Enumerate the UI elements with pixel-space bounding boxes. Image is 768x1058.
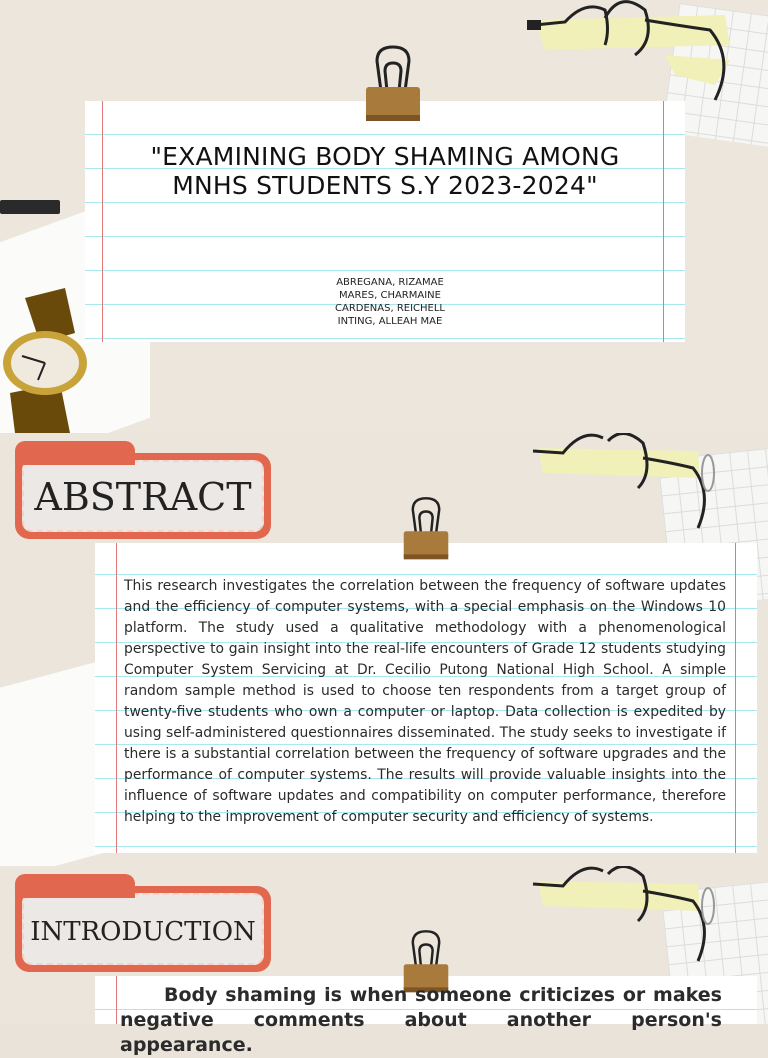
author-name: ABREGANA, RIZAMAE — [336, 277, 444, 288]
abstract-body: This research investigates the correlation between the frequency of software updates and the efficiency of computer systems, with a special emphasis on the Windows 10 platform. The study used a qualitative methodology with a phenomenological perspective to gain insight into the real-life encounters of Grade 12 students studying Computer System Servicing at Dr. Cecilio Putong National High School. A simple random sample method is used to choose ten respondents from a target group of twenty-five students who own a computer or laptop. Data collection is expedited by using self-administered questionnaires disseminated. The study seeks to investigate if there is a substantial correlation between the frequency of software upgrades and the performance of computer systems. The results will provide valuable insights into the influence of software updates and compatibility on computer performance, therefore helping to the improvement of computer security and efficiency of systems. — [124, 578, 726, 825]
section-heading: ABSTRACT — [34, 475, 252, 519]
section-heading: INTRODUCTION — [30, 917, 256, 947]
binder-clip-icon — [400, 495, 452, 561]
page-title: "EXAMINING BODY SHAMING AMONG MNHS STUDENTS S.Y 2023-2024" — [150, 142, 620, 200]
section-tag — [15, 453, 271, 539]
tag-notch — [15, 874, 135, 898]
glasses-icon — [528, 433, 728, 533]
white-paper-decoration — [0, 658, 110, 866]
tag-notch — [15, 441, 135, 465]
title-slide — [0, 0, 768, 433]
author-name: MARES, CHARMAINE — [339, 290, 441, 301]
section-tag — [15, 886, 271, 972]
author-name: INTING, ALLEAH MAE — [337, 316, 443, 327]
binder-clip-icon — [363, 43, 423, 123]
glasses-icon — [528, 866, 728, 966]
author-name: CARDENAS, REICHELL — [335, 303, 445, 314]
black-strap-decoration — [0, 200, 60, 214]
author-list — [290, 276, 490, 328]
introduction-body: Body shaming is when someone criticizes or makes negative comments about another person's appearance. — [120, 984, 722, 1056]
glasses-icon — [525, 0, 755, 110]
